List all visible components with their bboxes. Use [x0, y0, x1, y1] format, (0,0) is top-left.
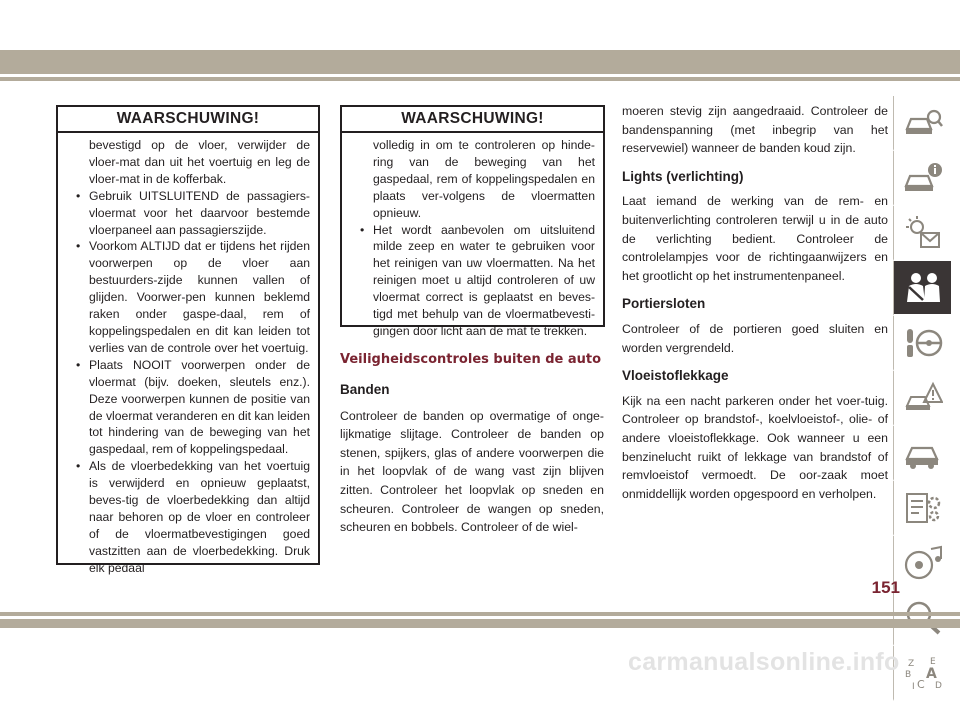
- section-title: Veiligheidscontroles buiten de auto: [340, 352, 602, 367]
- tab-car-search[interactable]: [893, 96, 951, 151]
- tab-car-service[interactable]: [893, 426, 951, 481]
- multimedia-icon: [903, 545, 943, 581]
- car-service-icon: [903, 435, 943, 471]
- tab-index[interactable]: [893, 646, 951, 701]
- chapter-index-sidebar: [893, 96, 960, 701]
- svg-text:I: I: [911, 681, 915, 691]
- svg-text:B: B: [904, 669, 911, 680]
- tab-emergency[interactable]: [893, 371, 951, 426]
- tab-steering[interactable]: [893, 316, 951, 371]
- safety-seatbelt-icon: [903, 270, 943, 306]
- watermark: carmanualsonline.info: [628, 648, 900, 676]
- doors-text: Controleer of de portieren goed sluiten en worden vergrendeld.: [622, 321, 888, 355]
- svg-text:A: A: [925, 665, 937, 682]
- warning-bullet: • Gebruik UITSLUITEND de passagiers-vloermat voor het daarvoor bestemde vloerpaneel aan passagierszijde.: [74, 188, 310, 239]
- svg-text:Z: Z: [907, 658, 914, 669]
- page-number: 151: [871, 578, 900, 597]
- tab-dashboard-lights[interactable]: [893, 206, 951, 261]
- warning-title: WAARSCHUWING!: [58, 107, 318, 133]
- top-decor-line: [0, 77, 960, 81]
- tab-car-info[interactable]: [893, 151, 951, 206]
- warning-bullet: • Plaats NOOIT voorwerpen onder de vloermat (bijv. doeken, sleutels enz.). Deze voorwerpen kunnen de positie van de vloermat veranderen en dit kan leiden tot hindering van de beweging van het gaspedaal, rem of koppelingspedaal.: [74, 357, 310, 458]
- bottom-decor-line: [0, 612, 960, 616]
- warning-bullet: • Voorkom ALTIJD dat er tijdens het rijden voorwerpen op de vloer aan bestuurders-zijde kunnen vallen of glijden. Voorwer-pen kunnen beklemd raken onder gaspe-daal, rem of koppelingspedalen en dit kan leiden tot verlies van de controle over het voertuig.: [74, 238, 310, 356]
- car-search-icon: [903, 105, 943, 141]
- car-info-icon: [903, 160, 943, 196]
- tab-settings-list[interactable]: [893, 481, 951, 536]
- top-decor-band: [0, 50, 960, 74]
- banden-text: Controleer de banden op overmatige of onge-lijkmatige slijtage. Controleer de banden op stenen, spijkers, glas of andere voorwerpen die in het loopvlak of de wang vast zijn blijven zitten. Controleer het loopvlak op sneden en scheuren. Controleer de wangen op sneden, scheuren en bobbels. Controleer of de wiel-: [340, 408, 604, 535]
- warning-bullets: [358, 222, 595, 340]
- fluid-heading: Vloeistoflekkage: [622, 368, 729, 384]
- warning-box-left: [56, 105, 320, 575]
- lights-heading: Lights (verlichting): [622, 168, 744, 184]
- doors-heading: Portiersloten: [622, 296, 706, 312]
- settings-list-icon: [903, 490, 943, 526]
- warning-triangle-icon: [903, 380, 943, 416]
- warning-box-middle: [340, 105, 605, 338]
- warning-title: WAARSCHUWING!: [342, 107, 603, 133]
- banden-heading: Banden: [340, 382, 390, 397]
- tires-continued-text: moeren stevig zijn aangedraaid. Controleer de bandenspanning (met inbegrip van het reservewiel) wanneer de banden koud zijn.: [622, 104, 888, 156]
- alphabet-index-icon: [903, 655, 943, 691]
- fluid-text: Kijk na een nacht parkeren onder het voer-tuig. Controleer op brandstof-, koelvloeistof-, olie- of andere vloeistoflekkage. Ook wanneer u een benzinelucht ruikt of lekkage van brandstof of remvloeistof vermoedt. De oor-zaak moet onmiddellijk worden opgespoord en verholpen.: [622, 393, 888, 501]
- svg-text:D: D: [934, 680, 942, 691]
- warning-bullet: • Als de vloerbedekking van het voertuig is verwijderd en opnieuw geplaatst, beves-tig de vloerbedekking dan altijd naar behoren op de vloer en controleer of de vloermatbevestigingen goed vastzitten aan de vloerbedekking. Druk elk pedaal: [74, 458, 310, 576]
- steering-wheel-icon: [903, 325, 943, 361]
- warning-bullet: • Het wordt aanbevolen om uitsluitend milde zeep en water te gebruiken voor het reinigen van uw vloermatten. Na het reinigen moet u altijd controleren of uw vloermat correct is geplaatst en beves-tigd met behulp van de vloermatbevesti-gingen door licht aan de mat te trekken.: [358, 222, 595, 340]
- right-column: [622, 102, 888, 503]
- warning-intro: bevestigd op de vloer, verwijder de vloer-mat dan uit het voertuig en leg de vloer-mat in de kofferbak.: [89, 138, 310, 186]
- warning-intro: volledig in om te controleren op hinde-ring van de beweging van het gaspedaal, rem of koppelingspedalen en plaats ver-volgens de vloermatten opnieuw.: [373, 138, 595, 220]
- svg-text:C: C: [916, 677, 925, 691]
- tab-multimedia[interactable]: [893, 536, 951, 591]
- tab-safety[interactable]: [893, 261, 951, 316]
- svg-text:E: E: [929, 656, 936, 667]
- lights-text: Laat iemand de werking van de rem- en buitenverlichting controleren terwijl u in de auto de verlichting bedient. Controleer de controlelampjes voor de richtingaanwijzers en het grootlicht op het instrumentenpaneel.: [622, 194, 888, 283]
- banden-section: [340, 381, 604, 537]
- dashboard-lights-icon: [903, 215, 943, 251]
- warning-bullets: [74, 188, 310, 577]
- magnifier-icon: [903, 600, 943, 636]
- bottom-decor-band: [0, 619, 960, 628]
